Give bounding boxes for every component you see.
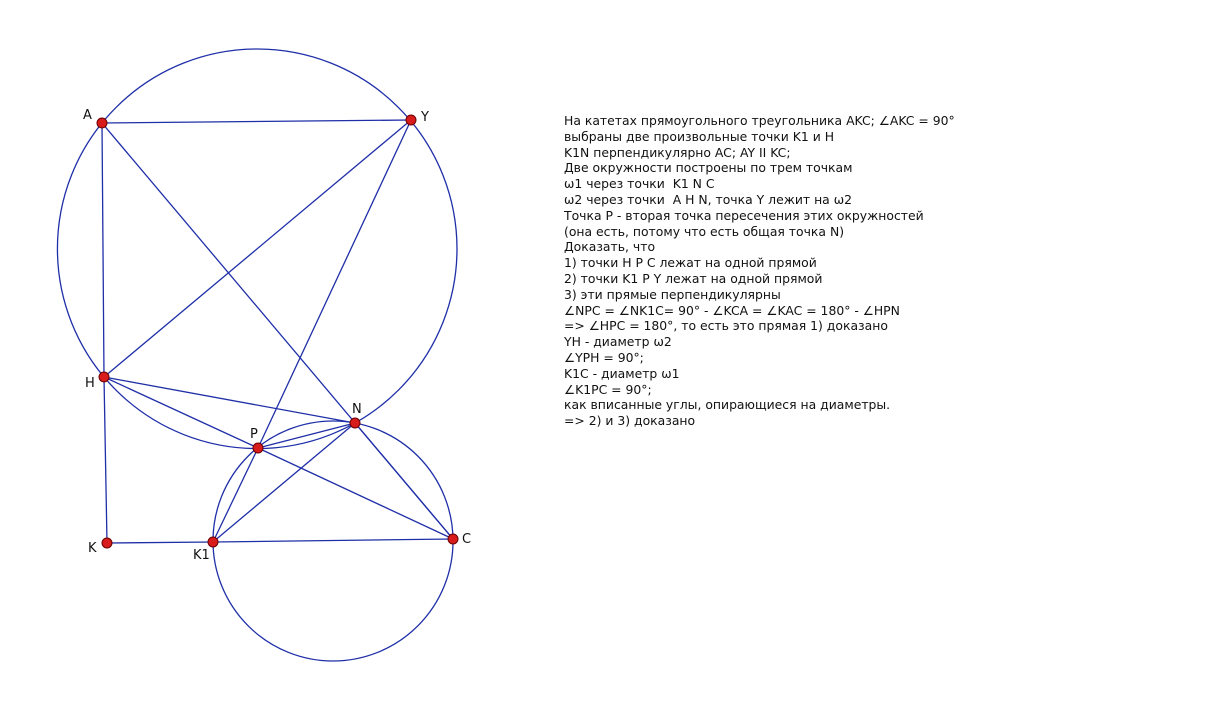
text-line: ∠K1PC = 90°;: [564, 381, 652, 397]
point-h: [99, 372, 109, 382]
point-label-y: Y: [421, 110, 429, 125]
point-label-n: N: [352, 402, 362, 417]
segment-k1-c: [213, 539, 453, 542]
point-label-k1: K1: [193, 548, 210, 563]
text-line: YH - диаметр ω2: [564, 334, 672, 350]
text-line: 1) точки H P C лежат на одной прямой: [564, 255, 817, 271]
segment-h-n: [104, 377, 355, 423]
text-line: выбраны две произвольные точки K1 и H: [564, 128, 835, 144]
point-y: [406, 115, 416, 125]
proof-text: [564, 113, 1204, 429]
point-p: [253, 443, 263, 453]
text-line: ∠YPH = 90°;: [564, 349, 644, 365]
segment-h-p: [104, 377, 258, 448]
text-line: 3) эти прямые перпендикулярны: [564, 286, 781, 302]
point-label-k: K: [88, 541, 97, 556]
segment-a-y: [102, 120, 411, 123]
text-line: ω2 через точки A H N, точка Y лежит на ω2: [564, 191, 852, 207]
text-line: => ∠HPC = 180°, то есть это прямая 1) доказано: [564, 318, 888, 334]
point-label-c: C: [462, 532, 472, 547]
segment-a-h: [102, 123, 104, 377]
text-line: как вписанные углы, опирающиеся на диаметры.: [564, 397, 891, 413]
labels-layer: [83, 108, 471, 563]
text-line: 2) точки K1 P Y лежат на одной прямой: [564, 270, 823, 286]
text-line: Две окружности построены по трем точкам: [564, 160, 853, 176]
point-c: [448, 534, 458, 544]
text-line: => 2) и 3) доказано: [564, 413, 696, 429]
segment-k1-p: [213, 448, 258, 542]
point-n: [350, 418, 360, 428]
segments-layer: [102, 120, 453, 543]
segment-n-c: [355, 423, 453, 539]
point-label-h: H: [85, 376, 95, 391]
text-line: K1N перпендикулярно AC; AY II KC;: [564, 144, 791, 160]
text-line: Точка P - вторая точка пересечения этих окружностей: [564, 207, 924, 223]
segment-k-k1: [107, 542, 213, 543]
point-k: [102, 538, 112, 548]
segment-h-k: [104, 377, 107, 543]
text-line: ω1 через точки K1 N C: [564, 176, 715, 192]
point-label-a: A: [83, 108, 92, 123]
text-line: ∠NPC = ∠NK1C= 90° - ∠KCA = ∠KAC = 180° - ∠HPN: [564, 302, 900, 318]
segment-h-y: [104, 120, 411, 377]
point-a: [97, 118, 107, 128]
text-line: (она есть, потому что есть общая точка N): [564, 223, 845, 239]
point-label-p: P: [250, 427, 258, 442]
text-line: На катетах прямоугольного треугольника AKC; ∠AKC = 90°: [564, 113, 955, 128]
text-line: Доказать, что: [564, 239, 656, 255]
text-line: K1C - диаметр ω1: [564, 365, 680, 381]
point-k1: [208, 537, 218, 547]
